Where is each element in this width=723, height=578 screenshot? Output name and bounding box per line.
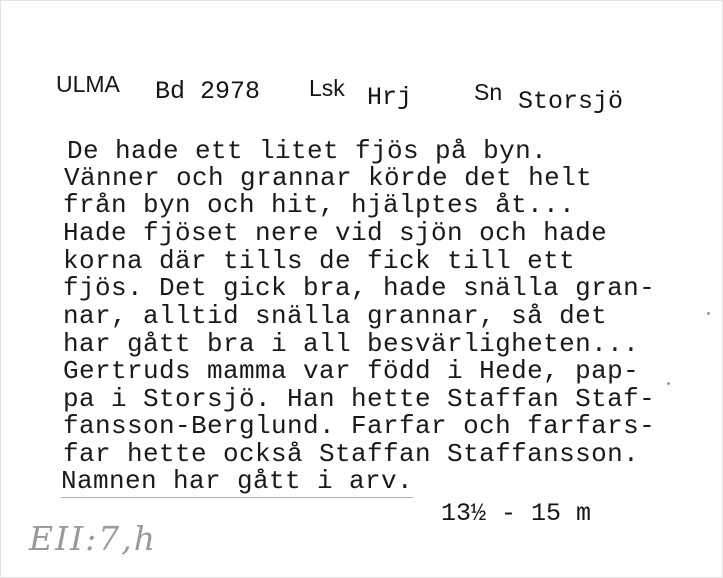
text-line: har gått bra i all besvärligheten...: [63, 329, 640, 359]
archive-label: ULMA: [56, 71, 120, 97]
underlined-text: Namnen har gått i arv.: [61, 466, 414, 496]
lsk-value: Hrj: [367, 83, 413, 112]
handwritten-reference: EII:7,h: [29, 519, 158, 558]
text-line-underlined: [61, 466, 413, 496]
text-line: fjös. Det gick bra, hade snälla gran-: [63, 273, 656, 303]
speck-mark: [667, 382, 670, 385]
text-line: fansson-Berglund. Farfar och farfars-: [63, 411, 656, 441]
text-line: pa i Storsjö. Han hette Staffan Staf-: [63, 384, 656, 414]
text-line: far hette också Staffan Staffansson.: [63, 439, 640, 469]
text-line: korna där tills de fick till ett: [63, 246, 576, 276]
text-line: från byn och hit, hjälptes åt...: [63, 190, 576, 220]
text-line: Hade fjöset nere vid sjön och hade: [63, 218, 608, 248]
text-line: Vänner och grannar körde det helt: [64, 163, 593, 193]
sn-value: Storsjö: [518, 87, 624, 116]
sn-label: Sn: [474, 79, 503, 105]
text-line: nar, alltid snälla grannar, så det: [63, 301, 608, 331]
bd-number: Bd 2978: [155, 77, 261, 106]
text-line: De hade ett litet fjös på byn.: [67, 136, 548, 166]
speck-mark: [707, 312, 710, 315]
recording-length: 13½ - 15 m: [441, 499, 592, 528]
lsk-label: Lsk: [309, 75, 345, 101]
text-line: Gertruds mamma var född i Hede, pap-: [63, 356, 640, 386]
